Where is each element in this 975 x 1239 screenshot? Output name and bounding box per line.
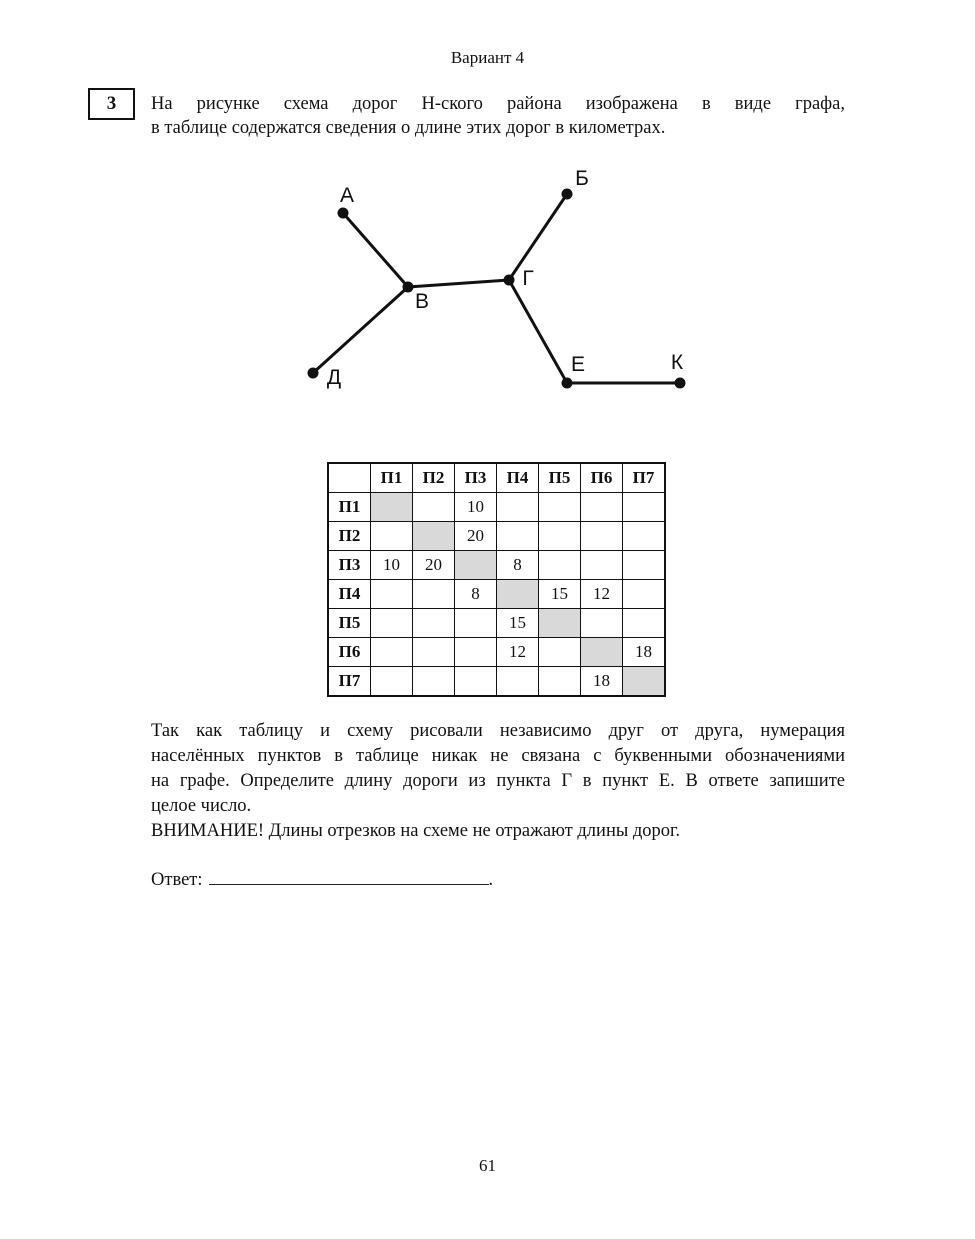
intro-line: в таблице содержатся сведения о длине этих дорог в километрах. [151,118,666,138]
table-cell: 20 [455,522,497,551]
table-cell [581,551,623,580]
answer-row [151,866,493,891]
table-col-header: П2 [413,463,455,493]
table-cell [539,609,581,638]
table-cell [371,609,413,638]
answer-blank [209,866,489,885]
road-graph [270,165,710,400]
table-cell [623,551,666,580]
table-row [328,638,665,667]
table-cell [539,638,581,667]
table-cell [623,609,666,638]
table-row [328,493,665,522]
graph-node-dot [562,189,573,200]
table-row-header: П3 [328,551,371,580]
table-row [328,551,665,580]
table-cell [413,522,455,551]
table-cell [497,580,539,609]
table-cell: 18 [581,667,623,697]
graph-node-label: Г [522,267,534,290]
table-cell [581,493,623,522]
graph-node-dot [403,282,414,293]
body-line: ВНИМАНИЕ! Длины отрезков на схеме не отражают длины дорог. [151,821,681,841]
table-cell [413,667,455,697]
table-cell [371,522,413,551]
table-cell: 20 [413,551,455,580]
table-corner-cell [328,463,371,493]
graph-node-label: К [670,351,684,374]
table-cell [413,638,455,667]
graph-edge [509,194,567,280]
table-cell [623,522,666,551]
table-cell [497,667,539,697]
graph-node-dot [504,275,515,286]
distance-table [327,462,666,697]
table-cell: 12 [581,580,623,609]
table-row [328,667,665,697]
table-row-header: П7 [328,667,371,697]
table-col-header: П5 [539,463,581,493]
table-cell [455,551,497,580]
graph-node-label: Д [326,366,342,389]
table-cell [413,609,455,638]
table-cell: 15 [539,580,581,609]
intro-line: На рисунке схема дорог Н-ского района изображена в виде графа, [151,94,845,114]
table-cell [455,638,497,667]
graph-node-dot [308,368,319,379]
graph-node-label: Б [575,167,589,190]
table-cell [581,638,623,667]
table-cell [413,493,455,522]
table-cell: 8 [455,580,497,609]
body-line: населённых пунктов в таблице никак не связана с буквенными обозначениями [151,746,845,766]
table-cell [623,580,666,609]
answer-label: Ответ: [151,870,203,890]
table-cell: 10 [371,551,413,580]
graph-node-dot [338,208,349,219]
table-cell [581,609,623,638]
table-row [328,522,665,551]
table-cell [497,493,539,522]
table-cell [455,667,497,697]
variant-header: Вариант 4 [450,48,525,67]
table-col-header: П6 [581,463,623,493]
graph-edge [313,287,408,373]
graph-edge [509,280,567,383]
table-row-header: П6 [328,638,371,667]
table-cell: 10 [455,493,497,522]
table-cell: 18 [623,638,666,667]
problem-number: 3 [106,93,117,114]
table-cell [539,522,581,551]
answer-period: . [488,870,494,890]
table-cell [371,638,413,667]
page-number: 61 [479,1156,496,1175]
graph-node-dot [562,378,573,389]
table-col-header: П4 [497,463,539,493]
graph-node-label: Е [570,353,586,376]
table-row [328,580,665,609]
body-line: на графе. Определите длину дороги из пункта Г в пункт Е. В ответе запишите [151,771,845,791]
body-line: Так как таблицу и схему рисовали независимо друг от друга, нумерация [151,721,845,741]
table-cell [539,493,581,522]
table-col-header: П3 [455,463,497,493]
table-cell [539,667,581,697]
graph-edge [408,280,509,287]
table-cell [623,493,666,522]
road-graph-figure [270,165,710,400]
table-cell [371,580,413,609]
graph-node-label: А [339,184,355,207]
body-line: целое число. [151,796,252,816]
table-row-header: П5 [328,609,371,638]
table-col-header: П1 [371,463,413,493]
table-row-header: П1 [328,493,371,522]
graph-node-label: В [414,290,430,313]
table-cell [413,580,455,609]
table-cell [497,522,539,551]
table-row-header: П4 [328,580,371,609]
table-cell: 15 [497,609,539,638]
problem-intro [151,92,845,140]
problem-body [151,719,845,844]
graph-edge [343,213,408,287]
table-col-header: П7 [623,463,666,493]
table-cell [581,522,623,551]
problem-number-box [88,88,135,120]
table-cell [539,551,581,580]
table-cell: 12 [497,638,539,667]
table-cell [371,667,413,697]
table-row [328,609,665,638]
table-row-header: П2 [328,522,371,551]
table-cell [455,609,497,638]
graph-node-dot [675,378,686,389]
table-cell: 8 [497,551,539,580]
table-cell [371,493,413,522]
table-cell [623,667,666,697]
